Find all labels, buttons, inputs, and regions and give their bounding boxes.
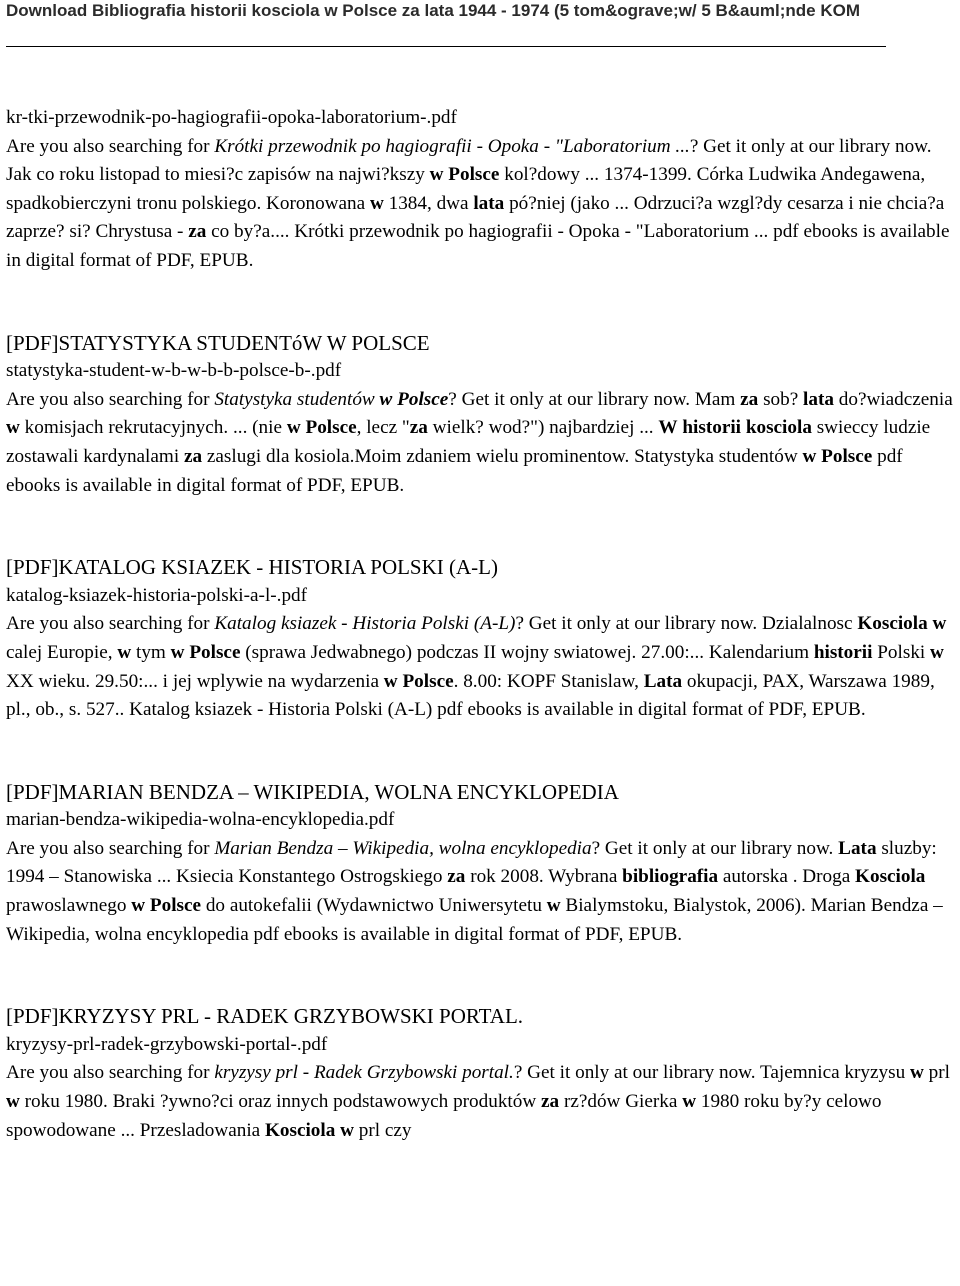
description-text: ? Get it only at our library now. Dzialalnosc xyxy=(515,613,858,635)
result-description xyxy=(6,610,956,724)
result-title[interactable]: [PDF]KRYZYSY PRL - RADEK GRZYBOWSKI PORTAL. xyxy=(6,1004,524,1029)
description-text: rz?dów Gierka xyxy=(559,1091,683,1113)
description-text: Polski xyxy=(872,641,931,663)
description-text: , lecz " xyxy=(356,417,410,439)
description-text: w xyxy=(340,1119,354,1141)
description-text: ? Get it only at our library now. Tajemnica kryzysu xyxy=(513,1062,910,1084)
description-text: XX wieku. 29.50:... i jej wplywie na wydarzenia xyxy=(6,670,384,692)
page-title: Download Bibliografia historii kosciola w Polsce za lata 1944 - 1974 (5 tom&ograve;w/ 5 B&auml;nde KOM xyxy=(6,1,860,20)
result-description xyxy=(6,835,956,949)
description-text: za xyxy=(447,866,466,888)
description-text: ? Get it only at our library now. Jak co roku listopad to miesi?c zapisów na najwi?kszy xyxy=(6,135,932,186)
description-text: Are you also searching for xyxy=(6,613,215,635)
result-title[interactable]: [PDF]STATYSTYKA STUDENTóW W POLSCE xyxy=(6,330,430,355)
description-text: Polsce xyxy=(448,164,500,186)
description-text: kosciola xyxy=(745,417,812,439)
description-text: w xyxy=(170,641,185,663)
result-filename: katalog-ksiazek-historia-polski-a-l-.pdf xyxy=(6,584,308,606)
description-text: lata xyxy=(473,192,505,214)
description-text: Marian Bendza – Wikipedia, wolna encyklopedia xyxy=(214,837,592,859)
description-text: Katalog ksiazek - Historia Polski (A-L) xyxy=(214,613,516,635)
description-text: sob? xyxy=(758,388,804,410)
description-text: w xyxy=(429,164,444,186)
description-text: 1384, dwa xyxy=(383,192,474,214)
description-text: roku 1980. Braki ?ywno?ci oraz innych podstawowych produktów xyxy=(19,1091,542,1113)
description-text: Kosciola xyxy=(264,1119,336,1141)
description-text: Polsce xyxy=(149,895,202,917)
description-text: Kosciola xyxy=(857,613,928,635)
description-text: Polsce xyxy=(402,670,454,692)
description-text: w xyxy=(379,388,393,410)
description-text: bibliografia xyxy=(622,866,719,888)
description-text: Lata xyxy=(838,837,877,859)
description-text: pdf ebooks is available in digital format of PDF, EPUB. xyxy=(6,445,903,496)
description-text: 1980 roku by?y celowo spowodowane ... Przesladowania xyxy=(6,1091,882,1141)
description-text: Are you also searching for xyxy=(6,135,215,157)
description-text: Are you also searching for xyxy=(6,388,215,410)
description-text: ? Get it only at our library now. Mam xyxy=(448,388,741,410)
description-text: Polsce xyxy=(397,388,449,410)
description-text: okupacji, PAX, Warszawa 1989, pl., ob., s. 527.. Katalog ksiazek - Historia Polski (A-L) pdf ebooks is available in digital format of PDF, EPUB. xyxy=(6,670,935,721)
description-text: autorska . Droga xyxy=(718,866,856,888)
description-text: w xyxy=(682,1091,697,1113)
description-text: w xyxy=(131,895,146,917)
description-text: za xyxy=(541,1091,560,1113)
description-text: Polsce xyxy=(821,445,873,467)
description-text: Are you also searching for xyxy=(6,837,215,859)
description-text: prawoslawnego xyxy=(6,895,132,917)
description-text: swieccy ludzie zostawali kardynalami xyxy=(6,417,931,467)
result-filename: statystyka-student-w-b-w-b-b-polsce-b-.pdf xyxy=(6,360,342,382)
description-text: calej Europie, xyxy=(6,641,118,663)
result-entry xyxy=(6,329,956,501)
description-text: w xyxy=(117,641,132,663)
description-text: komisjach rekrutacyjnych. ... (nie xyxy=(19,417,287,439)
result-entry xyxy=(6,553,956,725)
result-title[interactable]: [PDF]KATALOG KSIAZEK - HISTORIA POLSKI (A-L) xyxy=(6,555,498,580)
description-text: w xyxy=(546,895,561,917)
description-text: historii xyxy=(682,417,742,439)
result-entry xyxy=(6,778,956,950)
description-text: w xyxy=(930,641,944,663)
description-text: prl xyxy=(923,1062,950,1084)
result-title[interactable]: [PDF]MARIAN BENDZA – WIKIPEDIA, WOLNA ENCYKLOPEDIA xyxy=(6,779,619,804)
description-text: kryzysy prl - Radek Grzybowski portal. xyxy=(214,1062,514,1084)
description-text: (sprawa Jedwabnego) podczas II wojny swiatowej. 27.00:... Kalendarium xyxy=(240,641,814,663)
result-filename: kr-tki-przewodnik-po-hagiografii-opoka-laboratorium-.pdf xyxy=(6,107,457,128)
description-text: sluzby: 1994 – Stanowiska ... Ksiecia Konstantego Ostrogskiego xyxy=(6,837,937,888)
description-text: lata xyxy=(803,388,834,410)
description-text: co by?a.... Krótki przewodnik po hagiografii - Opoka - "Laboratorium ... pdf ebooks is available in digital format of PDF, EPUB. xyxy=(6,221,950,271)
description-text: historii xyxy=(813,641,873,663)
result-filename: marian-bendza-wikipedia-wolna-encyklopedia.pdf xyxy=(6,809,395,831)
description-text: za xyxy=(183,445,203,467)
description-text: kol?dowy ... 1374-1399. Córka Ludwika Andegawena, spadkobierczyni tronu polskiego. Koronowana xyxy=(6,164,926,214)
description-text: w xyxy=(909,1062,924,1084)
description-text: rok 2008. Wybrana xyxy=(465,866,623,888)
description-text: w xyxy=(369,192,384,214)
description-text: w xyxy=(383,670,398,692)
description-text: do?wiadczenia xyxy=(833,388,953,410)
description-text: za xyxy=(188,221,207,243)
description-text: pó?niej (jako ... Odrzuci?a wzgl?dy cesarza i nie chcia?a zaprze? si? Chrystusa - xyxy=(6,192,945,243)
description-text: za xyxy=(409,417,428,439)
description-text: Polsce xyxy=(305,417,357,439)
description-text: Lata xyxy=(643,670,683,692)
description-text: Are you also searching for xyxy=(6,1062,215,1084)
description-text: . 8.00: KOPF Stanislaw, xyxy=(453,670,644,692)
description-text: W xyxy=(658,417,678,439)
result-description xyxy=(6,1059,956,1145)
description-text: Kosciola xyxy=(855,866,926,888)
description-text: za xyxy=(740,388,759,410)
description-text: w xyxy=(6,417,20,439)
description-text: ? Get it only at our library now. xyxy=(591,837,839,859)
description-text: wielk? wod?") najbardziej ... xyxy=(427,417,659,439)
description-text: tym xyxy=(131,641,171,663)
result-entry xyxy=(6,1002,956,1145)
description-text: zaslugi dla kosiola.Moim zdaniem wielu prominentow. Statystyka studentów xyxy=(202,445,803,467)
description-text: Statystyka studentów xyxy=(214,388,380,410)
result-entry xyxy=(6,104,956,276)
description-text: w xyxy=(6,1091,20,1113)
page-header xyxy=(0,0,960,48)
description-text: w xyxy=(286,417,301,439)
description-text: w xyxy=(802,445,817,467)
description-text: prl czy xyxy=(353,1119,412,1141)
description-text: Polsce xyxy=(189,641,241,663)
description-text: do autokefalii (Wydawnictwo Uniwersytetu xyxy=(201,895,547,917)
result-description xyxy=(6,386,956,500)
result-description xyxy=(6,133,956,276)
description-text: Krótki przewodnik po hagiografii - Opoka - "Laboratorium ... xyxy=(214,135,690,157)
description-text: w xyxy=(932,613,947,635)
result-filename: kryzysy-prl-radek-grzybowski-portal-.pdf xyxy=(6,1033,328,1055)
results-list xyxy=(6,104,956,1145)
description-text: Bialymstoku, Bialystok, 2006). Marian Bendza – Wikipedia, wolna encyklopedia pdf ebooks is available in digital format of PDF, EPUB. xyxy=(6,895,943,945)
header-divider xyxy=(6,46,886,47)
